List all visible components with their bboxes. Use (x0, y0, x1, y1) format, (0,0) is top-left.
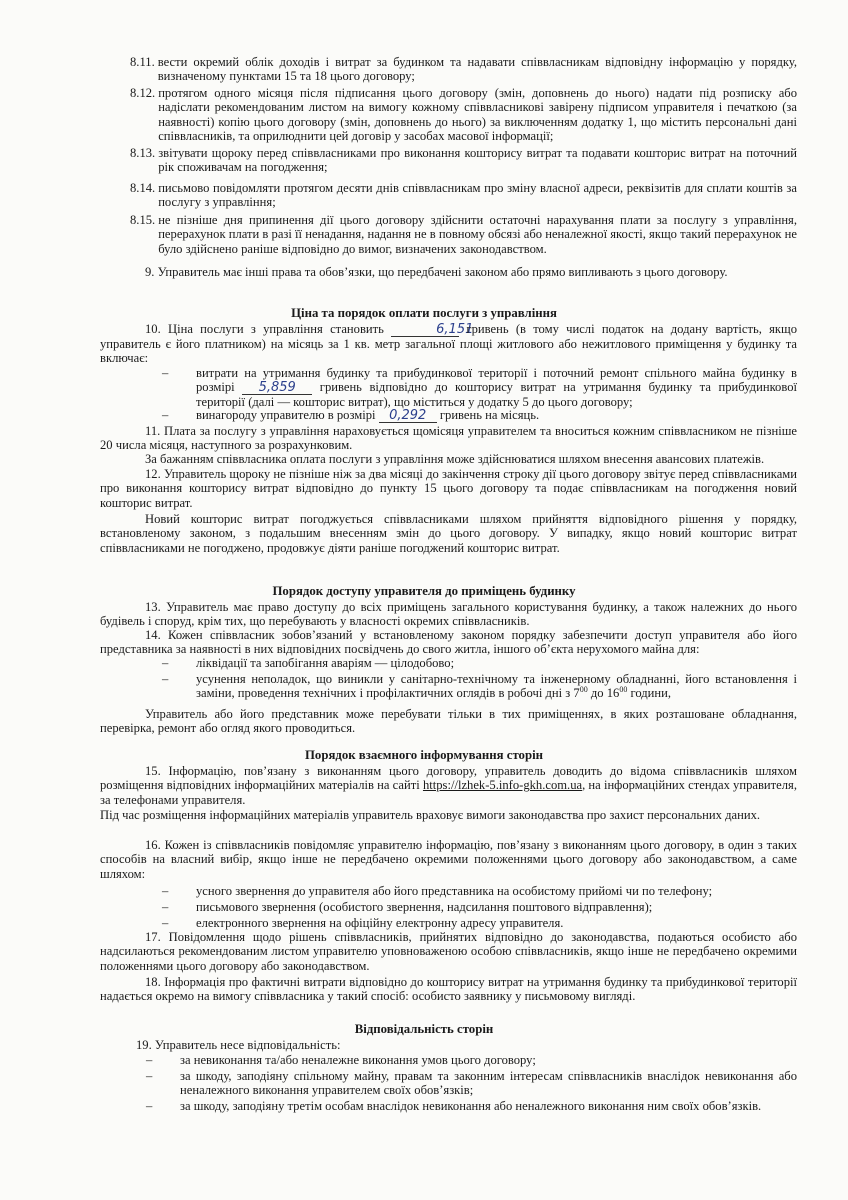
bullet-common-property-damage (146, 1069, 797, 1098)
dash-icon: – (162, 916, 169, 930)
bullet-accidents (162, 656, 797, 670)
dash-icon: – (162, 900, 169, 914)
dash-icon: – (162, 366, 169, 380)
paragraph-11-advance: За бажанням співвласника оплата послуги з управління може здійснюватися шляхом внесення авансових платежів. (145, 452, 765, 466)
bullet-text-b: гривень на місяць. (439, 408, 540, 422)
bullet-text: усного звернення до управителя або його представника на особистому прийомі чи по телефону; (196, 884, 713, 898)
paragraph-15-text-a: 15. Інформацію, пов’язану з виконанням цього договору, управитель доводить до відома співвласників шляхом розміщення відповідних інформаційних матеріалів на сайті (100, 764, 797, 793)
clause-number: 8.15. (130, 213, 156, 227)
bullet-electronic (162, 916, 797, 930)
dash-icon: – (162, 656, 169, 670)
clause-8-14 (130, 181, 797, 210)
paragraph-14: 14. Кожен співвласник зобов’язаний у встановленому законом порядку забезпечити доступ управителя або його представника за наявності в них відповідних посвідчень до свого житла, іншого об’єкта нерухомого майна для: (100, 628, 797, 657)
bullet-text: електронного звернення на офіційну електронну адресу управителя. (196, 916, 564, 930)
bullet-manager-fee (162, 408, 797, 423)
bullet-written (162, 900, 797, 914)
clause-text: звітувати щороку перед співвласниками про виконання кошторису витрат та подавати кошторис витрат на поточний рік споживачам на погодження; (158, 146, 797, 175)
clause-text: не пізніше дня припинення дії цього договору здійснити остаточні нарахування плати за послугу з управління, перерахунок плати в разі її ненадання, надання не в повному обсязі або неналежної якості, якщо такий перерахунок не було здійснено раніше відповідно до вимог, визначених законодавством. (158, 213, 797, 256)
bullet-text: за шкоду, заподіяну спільному майну, правам та законним інтересам співвласників внаслідок невиконання або неналежного виконання управителем своїх обов’язків; (180, 1069, 797, 1098)
price-value-handwritten: 6,151 (391, 324, 459, 337)
bullet-maintenance-cost (162, 366, 797, 410)
clause-text: вести окремий облік доходів і витрат за будинком та надавати співвласникам відповідну інформацію у порядку, визначеному пунктами 15 та 18 цього договору; (157, 55, 797, 84)
bullet-text: за шкоду, заподіяну третім особам внаслідок невиконання або неналежного виконання ним своїх обов’язків. (180, 1099, 762, 1113)
bullet-third-party-damage (146, 1099, 797, 1113)
dash-icon: – (162, 672, 169, 686)
paragraph-19: 19. Управитель несе відповідальність: (136, 1038, 341, 1052)
time-superscript: 00 (579, 685, 588, 695)
fee-value-handwritten: 0,292 (379, 410, 437, 423)
paragraph-15 (100, 764, 797, 807)
paragraph-13: 13. Управитель має право доступу до всіх приміщень загального користування будинку, а також належних до нього будівель і споруд, крім тих, що перебувають у власності окремих співвласників. (100, 600, 797, 629)
paragraph-15-text-b: , на інформаційних стендах управителя, за телефонами управителя. (100, 778, 797, 807)
bullet-text (196, 366, 797, 410)
paragraph-14-presence: Управитель або його представник може перебувати тільки в тих приміщеннях, в яких розташоване обладнання, перевірка, ремонт або огляд якого проводиться. (100, 707, 797, 736)
clause-number: 8.13. (130, 146, 156, 160)
bullet-text-mid: до 16 (587, 686, 620, 701)
paragraph-10-text-a: 10. Ціна послуги з управління становить (145, 322, 384, 336)
paragraph-9: 9. Управитель має інші права та обов’язки, що передбачені законом або прямо випливають з цього договору. (145, 265, 728, 279)
paragraph-11: 11. Плата за послугу з управління нараховується щомісяця управителем та вноситься кожним співвласником не пізніше 20 числа місяця, наступного за розрахунковим. (100, 424, 797, 453)
paragraph-16: 16. Кожен із співвласників повідомляє управителю інформацію, пов’язану з виконанням цього договору, в один з таких способів на власний вибір, якщо інше не передбачено окремими положеннями цього договору або законодавством, а саме шляхом: (100, 838, 797, 881)
dash-icon: – (146, 1099, 153, 1113)
bullet-text-a: витрати на утримання будинку та прибудинкової території і поточний ремонт спільного майна будинку в розмірі (196, 366, 797, 395)
heading-access: Порядок доступу управителя до приміщень будинку (272, 584, 576, 598)
clause-number: 8.11. (130, 55, 155, 69)
clause-number: 8.14. (130, 181, 156, 195)
bullet-text (196, 408, 797, 423)
bullet-text: ліквідації та запобігання аваріям — цілодобово; (196, 656, 455, 670)
clause-8-15 (130, 213, 797, 256)
heading-price: Ціна та порядок оплати послуги з управління (291, 306, 557, 320)
website-link[interactable]: https://lzhek-5.info-gkh.com.ua (422, 778, 583, 793)
dash-icon: – (146, 1053, 153, 1067)
bullet-text: письмового звернення (особистого звернення, надсилання поштового відправлення); (196, 900, 653, 914)
paragraph-17: 17. Повідомлення щодо рішень співвласників, прийнятих відповідно до законодавства, подаються особисто або надсилаються рекомендованим листом управителю уповноваженою особою співвласників, якщо інше не передбачено окремими положеннями цього договору або законодавством. (100, 930, 797, 973)
clause-8-11 (130, 55, 797, 84)
paragraph-15-privacy: Під час розміщення інформаційних матеріалів управитель враховує вимоги законодавства про захист персональних даних. (100, 808, 761, 822)
heading-information: Порядок взаємного інформування сторін (304, 748, 544, 762)
bullet-text-a: винагороду управителю в розмірі (196, 408, 376, 422)
maintenance-value-handwritten: 5,859 (242, 382, 312, 395)
clause-text: письмово повідомляти протягом десяти днів співвласникам про зміну власної адреси, реквізитів для сплати коштів за послугу з управління; (158, 181, 797, 210)
dash-icon: – (162, 408, 169, 422)
paragraph-12: 12. Управитель щороку не пізніше ніж за два місяці до закінчення строку дії цього договору звітує перед співвласниками про виконання кошторису витрат відповідно до пункту 15 цього договору та подає співвласникам на погодження новий кошторис витрат. (100, 467, 797, 510)
bullet-repairs (162, 672, 797, 701)
clause-number: 8.12. (130, 86, 156, 100)
clause-8-13 (130, 146, 797, 175)
clause-text: протягом одного місяця після підписання цього договору (змін, доповнень до нього) надати під розписку або надіслати рекомендованим листом на вимогу кожному співвласникові завірену підписом управителя і печаткою (за наявності) копію цього договору (змін, доповнень до нього) за виключенням додатку 1, що містить персональні дані співвласників, та оприлюднити цей договір у засобах масової інформації; (158, 86, 797, 143)
paragraph-10 (100, 322, 797, 366)
bullet-text-b: години, (627, 686, 672, 701)
heading-responsibility: Відповідальність сторін (354, 1022, 494, 1036)
paragraph-10-text-b: гривень (в тому числі податок на додану вартість, якщо управитель є його платником) на місяць за 1 кв. метр загальної площі житлового або нежитлового приміщення у будинку та включає: (100, 322, 798, 366)
clause-8-12 (130, 86, 797, 143)
bullet-text (196, 672, 797, 701)
dash-icon: – (162, 884, 169, 898)
bullet-non-performance (146, 1053, 797, 1067)
bullet-text-b: гривень відповідно до кошторису витрат на утримання будинку та прибудинкової території (далі — кошторис витрат), що міститься у додатку 5 до цього договору; (196, 380, 798, 410)
bullet-text-a: усунення неполадок, що виникли у санітарно-технічному та інженерному обладнанні, його встановлення і заміни, проведення технічних і профілактичних оглядів в робочі дні з 7 (196, 672, 797, 701)
bullet-oral (162, 884, 797, 898)
time-superscript: 00 (619, 685, 628, 695)
bullet-text: за невиконання та/або неналежне виконання умов цього договору; (180, 1053, 536, 1067)
paragraph-18: 18. Інформація про фактичні витрати відповідно до кошторису витрат на утримання будинку та прибудинкової території надається окремо на вимогу співвласника у такий спосіб: особисто заявнику у письмовому вигляді. (100, 975, 797, 1004)
dash-icon: – (146, 1069, 153, 1083)
paragraph-12-new-estimate: Новий кошторис витрат погоджується співвласниками шляхом прийняття відповідного рішення у порядку, встановленому законом, з подальшим внесенням змін до цього договору. У випадку, якщо новий кошторис витрат співвласниками не погоджено, продовжує діяти раніше погоджений кошторис витрат. (100, 512, 797, 555)
